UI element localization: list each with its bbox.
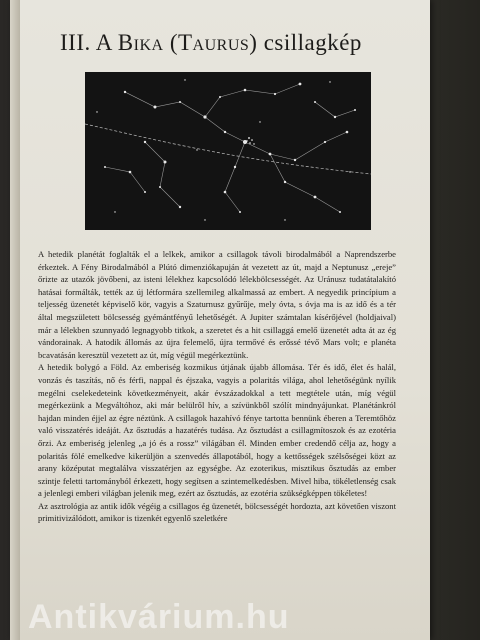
paragraph: A hetedik bolygó a Föld. Az emberiség kozmikus útjának újabb állomása. Tér és idő, élet és halál, vonzás és taszítás, nő és férfi, nappal és éjszaka, vagyis a polaritás világa, ahol lehetőségünk nyílik megélni cselekedeteink következményeit, akár évszázadokkal a tett megtétele után, míg végül megérkezünk a Megváltóhoz, aki már belülről hív, a szívünkből szólít mindnyájunkat. Planétánkról hajdan minden éjjel az égre néztünk. A csillagok hazahívó fénye tartotta bennünk éberen a Teremtőhöz való visszatérés ideáját. Az ősztudás a hazatérés tudása. Az ősztudást a csillagmítoszok és az ezotéria őrzi. Az emberiség jelenleg „a jó és a rossz” világában él. Minden ember credendő célja az, hogy a polaritás fölé emelkedve kikerüljön a szenvedés állapotából, hogy a kettősségek szélsőségei közt az arany középutat megtalálva visszatérjen az egységbe. Az ezoterikus, misztikus ősztudás az ember szintje feletti tartományból érkezett, hogy segítsen a szintemelkedésben. Mivel hiba, tökéletlenség csak a jelenlegi emberi világban jelenik meg, ezért az ősztudás, az ezotéria szükségképpen tökéletes! [38, 362, 396, 499]
book-page [10, 0, 430, 640]
body-text [38, 248, 396, 525]
constellation-star-map [85, 72, 371, 230]
paragraph: Az asztrológia az antik idők végéig a csillagos ég üzenetét, bölcsességét hordozta, azt követően viszont primitivizálódott, amikor is tizenkét egyenlő szeletkére [38, 500, 396, 524]
page-edge [10, 0, 20, 640]
chapter-title: III. A BIKA (TAURUS) csillagkép [60, 30, 362, 55]
paragraph: A hetedik planétát foglalták el a lelkek, amikor a csillagok távoli birodalmából a Naprendszerbe érkeztek. A Fény Birodalmából a Plútó dimenziókapuján át vezetett az út, majd a Neptunusz „ereje” őrizte az utazók jövőbeni, az isteni lélekhez kapcsolódó lélekbölcsességét. Az Uránusz tudatátalakító hatásai formálták, tették az új létformára szellemileg alkalmassá az embert. A negyedik princípium a teljesség üzenetét képviselő kör, vagyis a Szaturnusz gyűrűje, mely óvta, s óvja ma is az idő és a tér által megszületett bölcsesség gyémántfényű lehetőségét. A Jupiter számtalan kísérőjével (holdjaival) már a lélekben szunnyadó legnagyobb titkok, a szeretet és a hit csillaggá emelő üzenetét adta át az ég vándorainak. A hatodik állomás az újra felemelő, újra termővé és erőssé tévő Mars volt; e planéta bcavatásán keresztül vezetett az út, míg végül megérkeztünk. [38, 249, 396, 360]
watermark: Antikvárium.hu [28, 598, 290, 636]
star-map-icon [85, 72, 371, 230]
